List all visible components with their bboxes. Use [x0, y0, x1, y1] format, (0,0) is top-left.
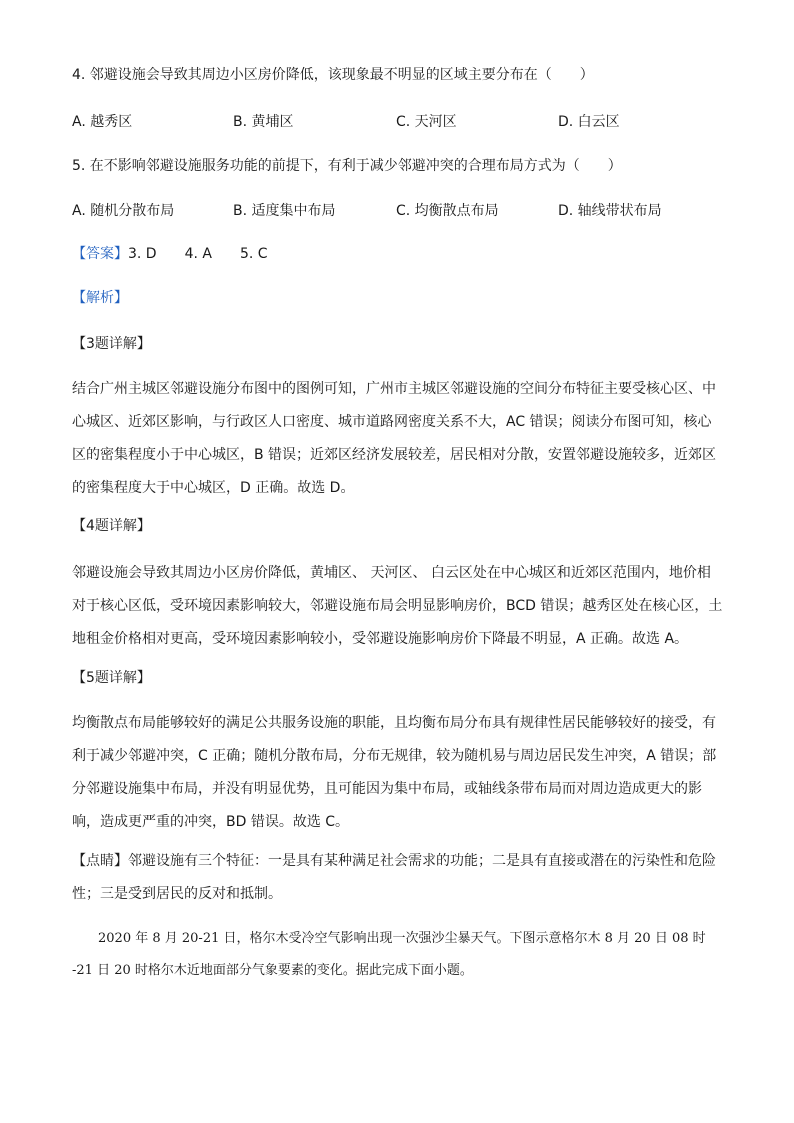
- answer-row: [72, 244, 268, 264]
- intro-line: 2020 年 8 月 20-21 日，格尔木受冷空气影响出现一次强沙尘暴天气。下图示意格尔木 8 月 20 日 08 时: [72, 931, 706, 946]
- detail-3-line: 心城区、近郊区影响，与行政区人口密度、城市道路网密度关系不大，AC 错误；阅读分布图可知，核心: [72, 414, 712, 430]
- note-body: [72, 845, 722, 911]
- detail-4-body: [72, 557, 722, 656]
- detail-4-line: 邻避设施会导致其周边小区房价降低，黄埔区、 天河区、 白云区处在中心城区和近郊区范围内，地价相: [72, 565, 711, 581]
- q5-option-a: A. 随机分散布局: [72, 203, 175, 219]
- detail-3-line: 区的密集程度小于中心城区，B 错误；近郊区经济发展较差，居民相对分散，安置邻避设施较多，近郊区: [72, 447, 717, 463]
- q4-option-a: A. 越秀区: [72, 114, 133, 130]
- detail-3-body: [72, 373, 722, 505]
- note-line: 性；三是受到居民的反对和抵制。: [72, 886, 282, 902]
- detail-5-title: 【5题详解】: [72, 670, 151, 686]
- detail-5-line: 响，造成更严重的冲突，BD 错误。故选 C。: [72, 814, 350, 830]
- q5-option-c: C. 均衡散点布局: [396, 203, 499, 219]
- detail-4-line: 对于核心区低，受环境因素影响较大，邻避设施布局会明显影响房价，BCD 错误；越秀区处在核心区，土: [72, 598, 723, 614]
- analysis-tag: 【解析】: [72, 290, 128, 306]
- intro-line: -21 日 20 时格尔木近地面部分气象要素的变化。据此完成下面小题。: [72, 963, 473, 978]
- q5-option-d: D. 轴线带状布局: [558, 203, 662, 219]
- q4-option-b: B. 黄埔区: [233, 114, 294, 130]
- detail-3-line: 的密集程度大于中心城区，D 正确。故选 D。: [72, 480, 355, 496]
- detail-3-title: 【3题详解】: [72, 336, 151, 352]
- answer-tag: 【答案】: [72, 246, 128, 262]
- next-question-intro: [72, 923, 722, 987]
- q5-option-b: B. 适度集中布局: [233, 203, 336, 219]
- question-4-stem: 4. 邻避设施会导致其周边小区房价降低，该现象最不明显的区域主要分布在（ ）: [72, 67, 594, 83]
- q4-option-d: D. 白云区: [558, 114, 620, 130]
- q4-option-c: C. 天河区: [396, 114, 457, 130]
- question-5-stem: 5. 在不影响邻避设施服务功能的前提下，有利于减少邻避冲突的合理布局方式为（ ）: [72, 158, 622, 174]
- detail-5-line: 分邻避设施集中布局，并没有明显优势，且可能因为集中布局，或轴线条带布局而对周边造成更大的影: [72, 781, 702, 797]
- detail-5-body: [72, 707, 722, 839]
- note-line: 【点睛】邻避设施有三个特征：一是具有某种满足社会需求的功能；二是具有直接或潜在的污染性和危险: [72, 853, 716, 869]
- answer-text: 3. D 4. A 5. C: [128, 246, 268, 262]
- detail-5-line: 利于减少邻避冲突，C 正确；随机分散布局，分布无规律，较为随机易与周边居民发生冲突，A 错误；部: [72, 748, 717, 764]
- detail-4-line: 地租金价格相对更高，受环境因素影响较小，受邻避设施影响房价下降最不明显，A 正确。故选 A。: [72, 631, 689, 647]
- detail-3-line: 结合广州主城区邻避设施分布图中的图例可知，广州市主城区邻避设施的空间分布特征主要受核心区、中: [72, 381, 716, 397]
- detail-5-line: 均衡散点布局能够较好的满足公共服务设施的职能，且均衡布局分布具有规律性居民能够较好的接受，有: [72, 715, 716, 731]
- detail-4-title: 【4题详解】: [72, 518, 151, 534]
